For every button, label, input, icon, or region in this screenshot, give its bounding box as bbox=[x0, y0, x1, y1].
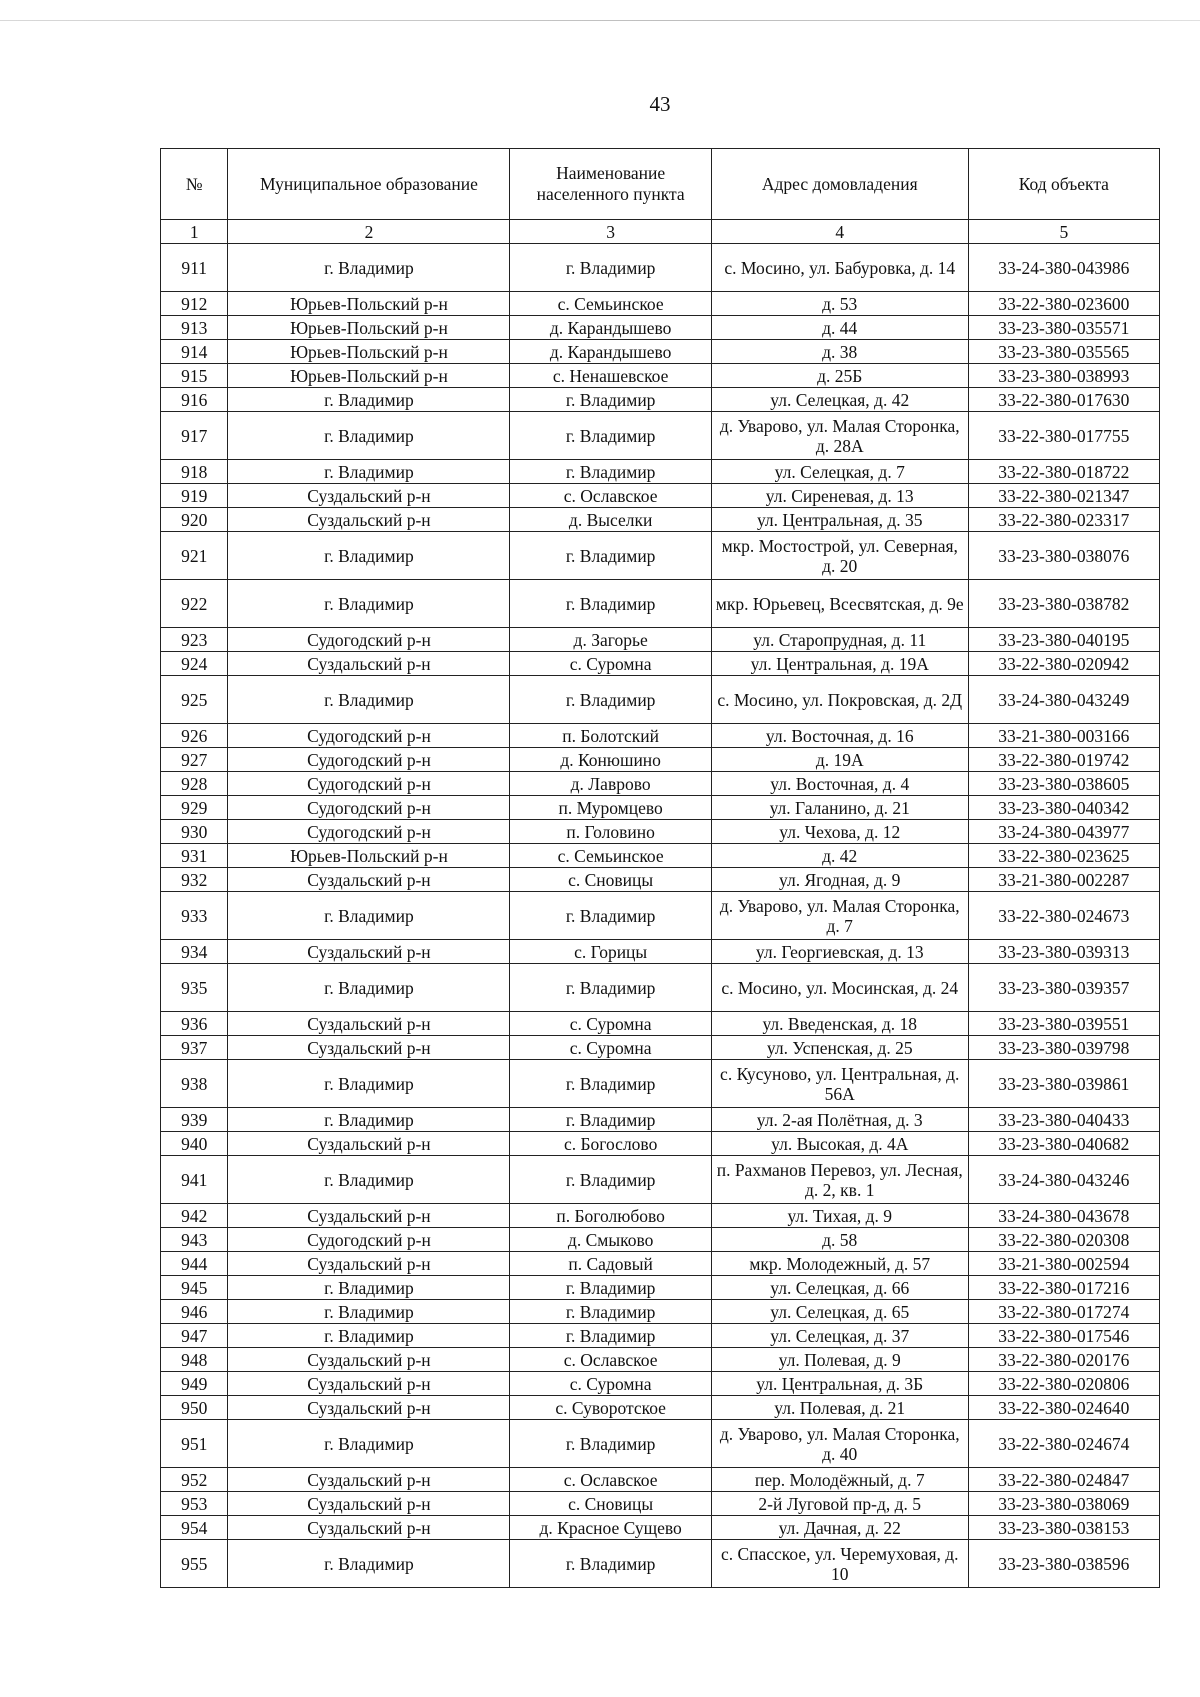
object-code-cell: 33-23-380-038605 bbox=[968, 772, 1159, 796]
row-number-cell: 953 bbox=[161, 1492, 228, 1516]
settlement-cell: г. Владимир bbox=[510, 676, 711, 724]
object-code-cell: 33-23-380-038782 bbox=[968, 580, 1159, 628]
settlement-cell: с. Суромна bbox=[510, 1012, 711, 1036]
address-cell: п. Рахманов Перевоз, ул. Лесная, д. 2, кв. 1 bbox=[711, 1156, 968, 1204]
row-number-cell: 920 bbox=[161, 508, 228, 532]
municipality-cell: Судогодский р-н bbox=[228, 724, 510, 748]
row-number-cell: 946 bbox=[161, 1300, 228, 1324]
table-row bbox=[161, 580, 1160, 628]
address-cell: ул. Чехова, д. 12 bbox=[711, 820, 968, 844]
municipality-cell: Судогодский р-н bbox=[228, 796, 510, 820]
address-cell: ул. Восточная, д. 16 bbox=[711, 724, 968, 748]
municipality-cell: г. Владимир bbox=[228, 388, 510, 412]
municipality-cell: Суздальский р-н bbox=[228, 508, 510, 532]
settlement-cell: г. Владимир bbox=[510, 1324, 711, 1348]
row-number-cell: 921 bbox=[161, 532, 228, 580]
settlement-cell: с. Ославское bbox=[510, 1348, 711, 1372]
address-cell: ул. Ягодная, д. 9 bbox=[711, 868, 968, 892]
address-cell: ул. Центральная, д. 19А bbox=[711, 652, 968, 676]
municipality-cell: Суздальский р-н bbox=[228, 484, 510, 508]
municipality-cell: Суздальский р-н bbox=[228, 652, 510, 676]
address-cell: мкр. Мостострой, ул. Северная, д. 20 bbox=[711, 532, 968, 580]
address-cell: д. 38 bbox=[711, 340, 968, 364]
address-cell: мкр. Молодежный, д. 57 bbox=[711, 1252, 968, 1276]
object-code-cell: 33-22-380-017755 bbox=[968, 412, 1159, 460]
object-code-cell: 33-23-380-040433 bbox=[968, 1108, 1159, 1132]
row-number-cell: 935 bbox=[161, 964, 228, 1012]
table-row bbox=[161, 748, 1160, 772]
settlement-cell: д. Карандышево bbox=[510, 316, 711, 340]
settlement-cell: п. Боголюбово bbox=[510, 1204, 711, 1228]
row-number-cell: 951 bbox=[161, 1420, 228, 1468]
object-code-cell: 33-22-380-017216 bbox=[968, 1276, 1159, 1300]
address-cell: ул. Восточная, д. 4 bbox=[711, 772, 968, 796]
address-cell: ул. Успенская, д. 25 bbox=[711, 1036, 968, 1060]
municipality-cell: Суздальский р-н bbox=[228, 1492, 510, 1516]
settlement-cell: с. Суромна bbox=[510, 652, 711, 676]
scan-edge-line bbox=[0, 20, 1200, 21]
object-code-cell: 33-23-380-035571 bbox=[968, 316, 1159, 340]
object-code-cell: 33-22-380-020806 bbox=[968, 1372, 1159, 1396]
object-code-cell: 33-23-380-039313 bbox=[968, 940, 1159, 964]
settlement-cell: г. Владимир bbox=[510, 892, 711, 940]
settlement-cell: д. Смыково bbox=[510, 1228, 711, 1252]
column-number: 5 bbox=[968, 220, 1159, 244]
settlement-cell: с. Сновицы bbox=[510, 1492, 711, 1516]
table-row bbox=[161, 1396, 1160, 1420]
address-cell: ул. Тихая, д. 9 bbox=[711, 1204, 968, 1228]
municipality-cell: Юрьев-Польский р-н bbox=[228, 316, 510, 340]
column-number: 1 bbox=[161, 220, 228, 244]
row-number-cell: 933 bbox=[161, 892, 228, 940]
address-cell: д. 53 bbox=[711, 292, 968, 316]
header-address: Адрес домовладения bbox=[711, 149, 968, 220]
row-number-cell: 926 bbox=[161, 724, 228, 748]
page-number: 43 bbox=[649, 92, 671, 116]
settlement-cell: п. Головино bbox=[510, 820, 711, 844]
object-code-cell: 33-22-380-024640 bbox=[968, 1396, 1159, 1420]
row-number-cell: 954 bbox=[161, 1516, 228, 1540]
settlement-cell: г. Владимир bbox=[510, 1108, 711, 1132]
object-code-cell: 33-22-380-017274 bbox=[968, 1300, 1159, 1324]
object-code-cell: 33-22-380-017630 bbox=[968, 388, 1159, 412]
municipality-cell: Суздальский р-н bbox=[228, 940, 510, 964]
address-cell: с. Мосино, ул. Мосинская, д. 24 bbox=[711, 964, 968, 1012]
row-number-cell: 912 bbox=[161, 292, 228, 316]
municipality-cell: г. Владимир bbox=[228, 892, 510, 940]
address-cell: ул. Селецкая, д. 66 bbox=[711, 1276, 968, 1300]
table-row bbox=[161, 844, 1160, 868]
address-cell: д. Уварово, ул. Малая Сторонка, д. 40 bbox=[711, 1420, 968, 1468]
row-number-cell: 928 bbox=[161, 772, 228, 796]
table-row bbox=[161, 892, 1160, 940]
object-code-cell: 33-24-380-043246 bbox=[968, 1156, 1159, 1204]
row-number-cell: 936 bbox=[161, 1012, 228, 1036]
object-code-cell: 33-21-380-002287 bbox=[968, 868, 1159, 892]
municipality-cell: г. Владимир bbox=[228, 1420, 510, 1468]
table-row bbox=[161, 292, 1160, 316]
settlement-cell: с. Сновицы bbox=[510, 868, 711, 892]
municipality-cell: Суздальский р-н bbox=[228, 1396, 510, 1420]
row-number-cell: 932 bbox=[161, 868, 228, 892]
row-number-cell: 941 bbox=[161, 1156, 228, 1204]
row-number-cell: 943 bbox=[161, 1228, 228, 1252]
header-municipality: Муниципальное образование bbox=[228, 149, 510, 220]
municipality-cell: г. Владимир bbox=[228, 1540, 510, 1588]
municipality-cell: Суздальский р-н bbox=[228, 1012, 510, 1036]
municipality-cell: Судогодский р-н bbox=[228, 772, 510, 796]
table-row bbox=[161, 1348, 1160, 1372]
row-number-cell: 913 bbox=[161, 316, 228, 340]
table-row bbox=[161, 1252, 1160, 1276]
settlement-cell: п. Муромцево bbox=[510, 796, 711, 820]
municipality-cell: г. Владимир bbox=[228, 964, 510, 1012]
municipality-cell: Суздальский р-н bbox=[228, 868, 510, 892]
address-cell: с. Спасское, ул. Черемуховая, д. 10 bbox=[711, 1540, 968, 1588]
object-code-cell: 33-23-380-039798 bbox=[968, 1036, 1159, 1060]
settlement-cell: г. Владимир bbox=[510, 244, 711, 292]
settlement-cell: с. Суромна bbox=[510, 1036, 711, 1060]
table-row bbox=[161, 1468, 1160, 1492]
row-number-cell: 952 bbox=[161, 1468, 228, 1492]
table-row bbox=[161, 532, 1160, 580]
settlement-cell: г. Владимир bbox=[510, 1300, 711, 1324]
settlement-cell: с. Богослово bbox=[510, 1132, 711, 1156]
settlement-cell: д. Карандышево bbox=[510, 340, 711, 364]
address-cell: д. 58 bbox=[711, 1228, 968, 1252]
table-row bbox=[161, 1324, 1160, 1348]
table-row bbox=[161, 460, 1160, 484]
header-row bbox=[161, 149, 1160, 220]
settlement-cell: г. Владимир bbox=[510, 388, 711, 412]
table-row bbox=[161, 244, 1160, 292]
object-code-cell: 33-23-380-039551 bbox=[968, 1012, 1159, 1036]
table-row bbox=[161, 1156, 1160, 1204]
object-code-cell: 33-23-380-039861 bbox=[968, 1060, 1159, 1108]
object-code-cell: 33-22-380-023317 bbox=[968, 508, 1159, 532]
address-cell: ул. Галанино, д. 21 bbox=[711, 796, 968, 820]
settlement-cell: г. Владимир bbox=[510, 1276, 711, 1300]
object-code-cell: 33-22-380-024674 bbox=[968, 1420, 1159, 1468]
address-cell: пер. Молодёжный, д. 7 bbox=[711, 1468, 968, 1492]
address-cell: д. 44 bbox=[711, 316, 968, 340]
header-object-code: Код объекта bbox=[968, 149, 1159, 220]
row-number-cell: 927 bbox=[161, 748, 228, 772]
object-code-cell: 33-23-380-040195 bbox=[968, 628, 1159, 652]
table-row bbox=[161, 1132, 1160, 1156]
row-number-cell: 915 bbox=[161, 364, 228, 388]
settlement-cell: г. Владимир bbox=[510, 412, 711, 460]
table-header bbox=[161, 149, 1160, 244]
table-row bbox=[161, 1516, 1160, 1540]
table-row bbox=[161, 1420, 1160, 1468]
address-cell: д. 19А bbox=[711, 748, 968, 772]
object-code-cell: 33-23-380-039357 bbox=[968, 964, 1159, 1012]
address-cell: ул. Центральная, д. 3Б bbox=[711, 1372, 968, 1396]
table-row bbox=[161, 484, 1160, 508]
table-row bbox=[161, 940, 1160, 964]
settlement-cell: д. Красное Сущево bbox=[510, 1516, 711, 1540]
municipality-cell: г. Владимир bbox=[228, 1276, 510, 1300]
settlement-cell: д. Лаврово bbox=[510, 772, 711, 796]
settlement-cell: с. Семьинское bbox=[510, 844, 711, 868]
table-row bbox=[161, 388, 1160, 412]
table-row bbox=[161, 316, 1160, 340]
table-row bbox=[161, 652, 1160, 676]
row-number-cell: 945 bbox=[161, 1276, 228, 1300]
row-number-cell: 944 bbox=[161, 1252, 228, 1276]
object-code-cell: 33-23-380-040682 bbox=[968, 1132, 1159, 1156]
address-cell: ул. Сиреневая, д. 13 bbox=[711, 484, 968, 508]
row-number-cell: 937 bbox=[161, 1036, 228, 1060]
column-number-row bbox=[161, 220, 1160, 244]
address-cell: ул. Селецкая, д. 65 bbox=[711, 1300, 968, 1324]
object-code-cell: 33-22-380-024673 bbox=[968, 892, 1159, 940]
table-row bbox=[161, 724, 1160, 748]
table-body bbox=[161, 244, 1160, 1588]
municipality-cell: г. Владимир bbox=[228, 244, 510, 292]
row-number-cell: 923 bbox=[161, 628, 228, 652]
settlement-cell: с. Ославское bbox=[510, 484, 711, 508]
row-number-cell: 948 bbox=[161, 1348, 228, 1372]
address-cell: ул. Полевая, д. 9 bbox=[711, 1348, 968, 1372]
municipality-cell: Суздальский р-н bbox=[228, 1348, 510, 1372]
municipality-cell: г. Владимир bbox=[228, 532, 510, 580]
settlement-cell: г. Владимир bbox=[510, 580, 711, 628]
address-cell: ул. Полевая, д. 21 bbox=[711, 1396, 968, 1420]
object-code-cell: 33-22-380-021347 bbox=[968, 484, 1159, 508]
row-number-cell: 949 bbox=[161, 1372, 228, 1396]
column-number: 2 bbox=[228, 220, 510, 244]
settlement-cell: д. Выселки bbox=[510, 508, 711, 532]
object-code-cell: 33-24-380-043249 bbox=[968, 676, 1159, 724]
settlement-cell: п. Садовый bbox=[510, 1252, 711, 1276]
row-number-cell: 914 bbox=[161, 340, 228, 364]
municipality-cell: г. Владимир bbox=[228, 676, 510, 724]
header-settlement: Наименование населенного пункта bbox=[510, 149, 711, 220]
address-cell: д. 25Б bbox=[711, 364, 968, 388]
object-code-cell: 33-24-380-043977 bbox=[968, 820, 1159, 844]
table-row bbox=[161, 508, 1160, 532]
municipality-cell: Суздальский р-н bbox=[228, 1036, 510, 1060]
table-row bbox=[161, 1492, 1160, 1516]
table-row bbox=[161, 1300, 1160, 1324]
object-code-cell: 33-22-380-020176 bbox=[968, 1348, 1159, 1372]
header-number: № bbox=[161, 149, 228, 220]
municipality-cell: г. Владимир bbox=[228, 412, 510, 460]
municipality-cell: г. Владимир bbox=[228, 1300, 510, 1324]
row-number-cell: 947 bbox=[161, 1324, 228, 1348]
table-row bbox=[161, 1228, 1160, 1252]
table-row bbox=[161, 1276, 1160, 1300]
address-cell: ул. Георгиевская, д. 13 bbox=[711, 940, 968, 964]
municipality-cell: Суздальский р-н bbox=[228, 1372, 510, 1396]
settlement-cell: с. Горицы bbox=[510, 940, 711, 964]
row-number-cell: 924 bbox=[161, 652, 228, 676]
address-cell: с. Мосино, ул. Бабуровка, д. 14 bbox=[711, 244, 968, 292]
municipality-cell: Суздальский р-н bbox=[228, 1132, 510, 1156]
table-row bbox=[161, 1372, 1160, 1396]
settlement-cell: с. Семьинское bbox=[510, 292, 711, 316]
address-cell: ул. 2-ая Полётная, д. 3 bbox=[711, 1108, 968, 1132]
row-number-cell: 929 bbox=[161, 796, 228, 820]
address-cell: 2-й Луговой пр-д, д. 5 bbox=[711, 1492, 968, 1516]
object-code-cell: 33-24-380-043678 bbox=[968, 1204, 1159, 1228]
address-cell: ул. Селецкая, д. 37 bbox=[711, 1324, 968, 1348]
settlement-cell: г. Владимир bbox=[510, 1420, 711, 1468]
object-code-cell: 33-22-380-020308 bbox=[968, 1228, 1159, 1252]
address-cell: ул. Введенская, д. 18 bbox=[711, 1012, 968, 1036]
municipality-cell: Судогодский р-н bbox=[228, 820, 510, 844]
address-cell: ул. Старопрудная, д. 11 bbox=[711, 628, 968, 652]
settlement-cell: с. Ославское bbox=[510, 1468, 711, 1492]
object-code-cell: 33-22-380-019742 bbox=[968, 748, 1159, 772]
address-cell: ул. Селецкая, д. 7 bbox=[711, 460, 968, 484]
address-cell: д. Уварово, ул. Малая Сторонка, д. 7 bbox=[711, 892, 968, 940]
table-row bbox=[161, 1036, 1160, 1060]
object-code-cell: 33-22-380-023625 bbox=[968, 844, 1159, 868]
municipality-cell: Суздальский р-н bbox=[228, 1252, 510, 1276]
municipality-cell: Юрьев-Польский р-н bbox=[228, 364, 510, 388]
object-code-cell: 33-23-380-038993 bbox=[968, 364, 1159, 388]
row-number-cell: 930 bbox=[161, 820, 228, 844]
row-number-cell: 940 bbox=[161, 1132, 228, 1156]
register-table bbox=[160, 148, 1160, 1588]
row-number-cell: 955 bbox=[161, 1540, 228, 1588]
settlement-cell: г. Владимир bbox=[510, 532, 711, 580]
object-code-cell: 33-21-380-002594 bbox=[968, 1252, 1159, 1276]
table-row bbox=[161, 964, 1160, 1012]
municipality-cell: Суздальский р-н bbox=[228, 1468, 510, 1492]
object-code-cell: 33-22-380-023600 bbox=[968, 292, 1159, 316]
municipality-cell: г. Владимир bbox=[228, 1060, 510, 1108]
row-number-cell: 911 bbox=[161, 244, 228, 292]
settlement-cell: д. Загорье bbox=[510, 628, 711, 652]
object-code-cell: 33-23-380-035565 bbox=[968, 340, 1159, 364]
settlement-cell: г. Владимир bbox=[510, 964, 711, 1012]
municipality-cell: Суздальский р-н bbox=[228, 1204, 510, 1228]
address-cell: ул. Центральная, д. 35 bbox=[711, 508, 968, 532]
table-row bbox=[161, 868, 1160, 892]
address-cell: ул. Высокая, д. 4А bbox=[711, 1132, 968, 1156]
column-number: 4 bbox=[711, 220, 968, 244]
table-row bbox=[161, 1108, 1160, 1132]
municipality-cell: Судогодский р-н bbox=[228, 748, 510, 772]
table-row bbox=[161, 820, 1160, 844]
table-row bbox=[161, 1012, 1160, 1036]
municipality-cell: Суздальский р-н bbox=[228, 1516, 510, 1540]
municipality-cell: г. Владимир bbox=[228, 1156, 510, 1204]
municipality-cell: г. Владимир bbox=[228, 1108, 510, 1132]
table-row bbox=[161, 1204, 1160, 1228]
settlement-cell: с. Ненашевское bbox=[510, 364, 711, 388]
table-row bbox=[161, 772, 1160, 796]
table-row bbox=[161, 628, 1160, 652]
municipality-cell: Юрьев-Польский р-н bbox=[228, 844, 510, 868]
table-row bbox=[161, 364, 1160, 388]
settlement-cell: г. Владимир bbox=[510, 1156, 711, 1204]
municipality-cell: Юрьев-Польский р-н bbox=[228, 340, 510, 364]
object-code-cell: 33-23-380-038596 bbox=[968, 1540, 1159, 1588]
object-code-cell: 33-21-380-003166 bbox=[968, 724, 1159, 748]
object-code-cell: 33-23-380-038076 bbox=[968, 532, 1159, 580]
address-cell: ул. Дачная, д. 22 bbox=[711, 1516, 968, 1540]
row-number-cell: 916 bbox=[161, 388, 228, 412]
row-number-cell: 931 bbox=[161, 844, 228, 868]
row-number-cell: 918 bbox=[161, 460, 228, 484]
settlement-cell: п. Болотский bbox=[510, 724, 711, 748]
row-number-cell: 922 bbox=[161, 580, 228, 628]
row-number-cell: 939 bbox=[161, 1108, 228, 1132]
object-code-cell: 33-22-380-018722 bbox=[968, 460, 1159, 484]
municipality-cell: Судогодский р-н bbox=[228, 628, 510, 652]
row-number-cell: 942 bbox=[161, 1204, 228, 1228]
object-code-cell: 33-22-380-017546 bbox=[968, 1324, 1159, 1348]
object-code-cell: 33-22-380-024847 bbox=[968, 1468, 1159, 1492]
settlement-cell: д. Конюшино bbox=[510, 748, 711, 772]
row-number-cell: 938 bbox=[161, 1060, 228, 1108]
table-row bbox=[161, 1060, 1160, 1108]
row-number-cell: 950 bbox=[161, 1396, 228, 1420]
table-row bbox=[161, 412, 1160, 460]
municipality-cell: Юрьев-Польский р-н bbox=[228, 292, 510, 316]
address-cell: мкр. Юрьевец, Всесвятская, д. 9е bbox=[711, 580, 968, 628]
address-cell: с. Мосино, ул. Покровская, д. 2Д bbox=[711, 676, 968, 724]
municipality-cell: г. Владимир bbox=[228, 460, 510, 484]
object-code-cell: 33-23-380-040342 bbox=[968, 796, 1159, 820]
municipality-cell: г. Владимир bbox=[228, 580, 510, 628]
table-row bbox=[161, 796, 1160, 820]
settlement-cell: г. Владимир bbox=[510, 1540, 711, 1588]
address-cell: д. Уварово, ул. Малая Сторонка, д. 28А bbox=[711, 412, 968, 460]
municipality-cell: Судогодский р-н bbox=[228, 1228, 510, 1252]
row-number-cell: 919 bbox=[161, 484, 228, 508]
object-code-cell: 33-22-380-020942 bbox=[968, 652, 1159, 676]
address-cell: с. Кусуново, ул. Центральная, д. 56А bbox=[711, 1060, 968, 1108]
row-number-cell: 917 bbox=[161, 412, 228, 460]
row-number-cell: 925 bbox=[161, 676, 228, 724]
object-code-cell: 33-24-380-043986 bbox=[968, 244, 1159, 292]
row-number-cell: 934 bbox=[161, 940, 228, 964]
column-number: 3 bbox=[510, 220, 711, 244]
object-code-cell: 33-23-380-038069 bbox=[968, 1492, 1159, 1516]
settlement-cell: г. Владимир bbox=[510, 1060, 711, 1108]
table-row bbox=[161, 676, 1160, 724]
settlement-cell: с. Суромна bbox=[510, 1372, 711, 1396]
address-cell: ул. Селецкая, д. 42 bbox=[711, 388, 968, 412]
address-cell: д. 42 bbox=[711, 844, 968, 868]
settlement-cell: с. Суворотское bbox=[510, 1396, 711, 1420]
object-code-cell: 33-23-380-038153 bbox=[968, 1516, 1159, 1540]
table-row bbox=[161, 1540, 1160, 1588]
municipality-cell: г. Владимир bbox=[228, 1324, 510, 1348]
settlement-cell: г. Владимир bbox=[510, 460, 711, 484]
table-row bbox=[161, 340, 1160, 364]
